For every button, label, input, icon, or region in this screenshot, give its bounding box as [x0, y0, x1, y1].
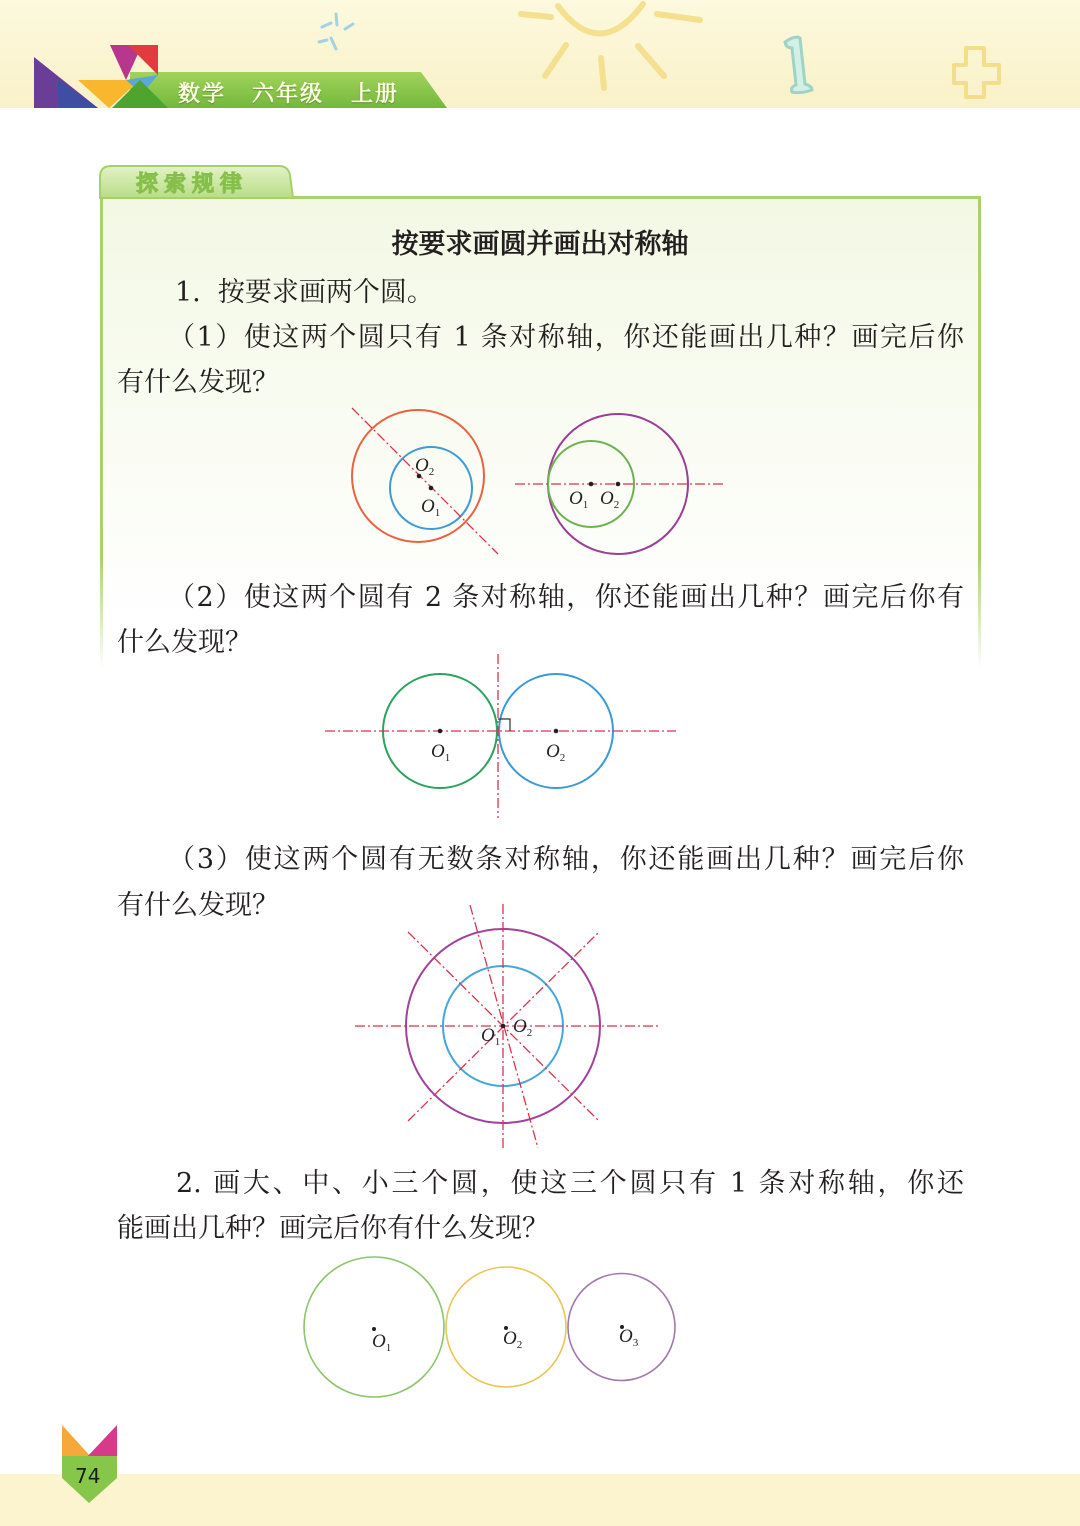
center-dot [501, 1024, 506, 1029]
center-label-o2: $O_2$ [600, 488, 620, 511]
symmetry-axis [352, 408, 498, 554]
center-label-o1: $O_1$ [421, 496, 441, 519]
center-dot-o1 [438, 729, 443, 734]
figure-infinite-axes-concentric [355, 904, 660, 1150]
task1-part3-line2: 有什么发现？ [117, 890, 279, 921]
figure-three-circles-row [304, 1257, 675, 1397]
header-volume: 上册 [351, 82, 400, 107]
center-label-o2: $O_2$ [546, 741, 566, 764]
center-label-o1: $O_1$ [569, 488, 589, 511]
task1-part3-line1: （3）使这两个圆有无数条对称轴，你还能画出几种？画完后你 [168, 844, 964, 875]
header-subject: 数学 [178, 82, 227, 107]
center-label-o2: $O_2$ [503, 1328, 523, 1351]
center-dot-o1 [589, 482, 594, 487]
figure-two-axes-tangent [325, 654, 676, 818]
center-label-o2: $O_2$ [513, 1016, 533, 1039]
center-dot-o2 [616, 482, 621, 487]
task1-part2-line1: （2）使这两个圆有 2 条对称轴，你还能画出几种？画完后你有 [168, 582, 964, 613]
sun-sketch-icon [521, 4, 700, 88]
center-label-o3: $O_3$ [619, 1326, 639, 1349]
task1-heading: 1. 按要求画两个圆。 [175, 277, 434, 308]
task2-line1: 2. 画大、中、小三个圆，使这三个圆只有 1 条对称轴，你还 [176, 1168, 964, 1199]
figure-one-axis-inner-tangent [515, 414, 726, 554]
header-grade: 六年级 [252, 82, 325, 107]
task2-line2: 能画出几种？画完后你有什么发现？ [117, 1213, 549, 1244]
page-number: 74 [75, 1464, 101, 1488]
center-label-o2: $O_2$ [415, 455, 435, 478]
plus-sketch-icon [954, 48, 999, 97]
center-label-o1: $O_1$ [481, 1025, 501, 1048]
task1-part1-line1: （1）使这两个圆只有 1 条对称轴，你还能画出几种？画完后你 [168, 322, 964, 353]
section-tab-label: 探索规律 [136, 172, 249, 197]
center-label-o1: $O_1$ [431, 741, 451, 764]
sparkle-sketch-icon [319, 14, 353, 49]
center-dot-o1 [429, 486, 434, 491]
center-dot-o2 [554, 729, 559, 734]
task1-part1-line2: 有什么发现？ [117, 367, 279, 398]
number-one-sketch-icon [785, 37, 812, 93]
task1-part2-line2: 什么发现？ [117, 627, 252, 658]
page-title: 按要求画圆并画出对称轴 [391, 229, 689, 260]
center-label-o1: $O_1$ [372, 1331, 392, 1354]
figure-one-axis-offset [352, 408, 498, 554]
